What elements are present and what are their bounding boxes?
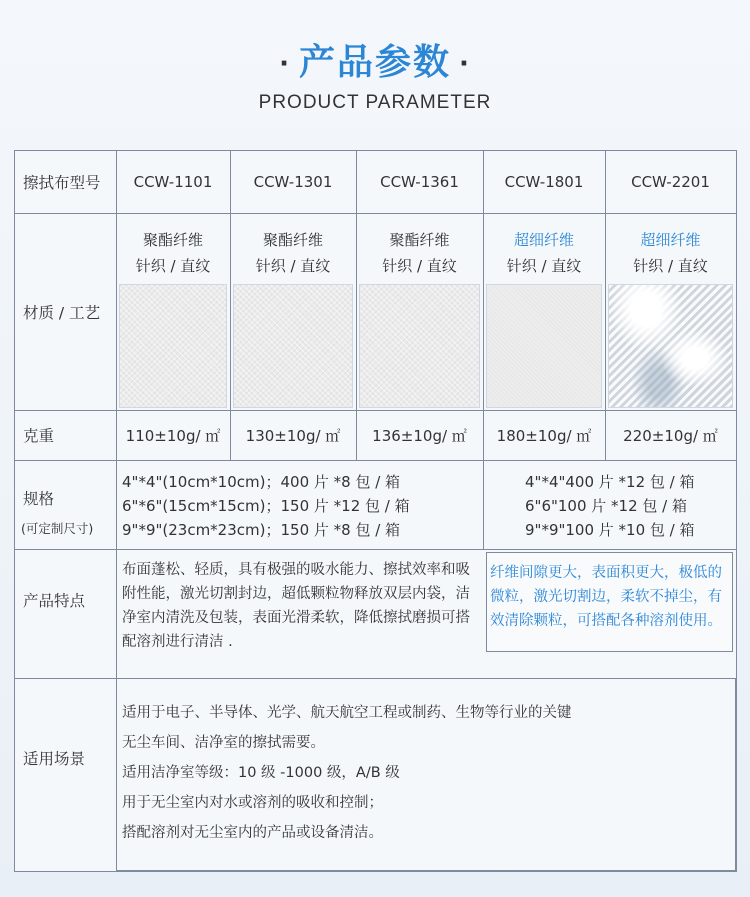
material-fiber: 聚酯纤维: [262, 231, 323, 249]
material-process: 针织 / 直纹: [633, 257, 708, 275]
page-title: [0, 34, 750, 85]
material-fiber: 超细纤维: [513, 231, 574, 249]
row-divider: [15, 460, 736, 461]
usage-line: 无尘车间、洁净室的擦拭需要。: [122, 735, 325, 751]
material-text: [483, 227, 605, 279]
features-right-box: [486, 552, 733, 652]
model-label: 擦拭布型号: [23, 174, 101, 192]
usage-label: 适用场景: [23, 750, 86, 768]
title-dot-right: ·: [459, 49, 471, 79]
model-cell: CCW-1801: [504, 173, 584, 191]
spec-line: 9"*9"(23cm*23cm)；150 片 *8 包 / 箱: [122, 521, 401, 539]
spec-list-left: [122, 470, 410, 542]
material-text: [605, 227, 736, 279]
weight-label: 克重: [23, 427, 55, 445]
model-cell: CCW-1361: [380, 173, 459, 191]
fabric-swatch-image: [359, 284, 480, 408]
material-process: 针织 / 直纹: [135, 257, 211, 275]
spec-line: 6"*6"(15cm*15cm)；150 片 *12 包 / 箱: [122, 497, 410, 515]
row-divider: [15, 213, 736, 214]
material-fiber: 超细纤维: [640, 231, 701, 249]
material-process: 针织 / 直纹: [506, 257, 582, 275]
title-text: 产品参数: [298, 42, 451, 83]
page-subtitle: PRODUCT PARAMETER: [258, 92, 492, 113]
material-text: [116, 227, 230, 279]
material-process: 针织 / 直纹: [255, 257, 331, 275]
spec-line: 9"*9"100 片 *10 包 / 箱: [525, 521, 695, 539]
spec-list-right: [525, 470, 695, 542]
model-cell: CCW-1101: [133, 173, 213, 191]
usage-list: [122, 698, 572, 848]
row-divider: [15, 549, 736, 550]
material-text: [356, 227, 483, 279]
model-cell: CCW-1301: [253, 173, 333, 191]
spec-line: 6"6"100 片 *12 包 / 箱: [525, 497, 687, 515]
usage-box: [116, 678, 736, 871]
usage-line: 适用于电子、半导体、光学、航天航空工程或制药、生物等行业的关键: [122, 705, 572, 721]
material-label: 材质 / 工艺: [23, 303, 101, 322]
fabric-swatch-image: [233, 284, 353, 408]
model-cell: CCW-2201: [631, 173, 710, 191]
weight-cell: 136±10g/ ㎡: [372, 426, 467, 445]
features-left: 布面蓬松、轻质，具有极强的吸水能力、擦拭效率和吸附性能，激光切割封边，超低颗粒物释放双层内袋，洁净室内清洗及包装，表面光滑柔软，降低擦拭磨损可搭配溶剂进行清洁 .: [122, 562, 470, 650]
spec-line: 4"*4"(10cm*10cm)；400 片 *8 包 / 箱: [122, 473, 401, 491]
features-right: 纤维间隙更大，表面积更大，极低的微粒，激光切割边，柔软不掉尘，有效清除颗粒，可搭配各种溶剂使用。: [490, 565, 722, 629]
material-process: 针织 / 直纹: [382, 257, 457, 275]
material-text: [230, 227, 356, 279]
material-fiber: 聚酯纤维: [389, 231, 450, 249]
weight-cell: 110±10g/ ㎡: [125, 426, 221, 445]
usage-line: 适用洁净室等级：10 级 -1000 级，A/B 级: [122, 765, 400, 781]
spec-sublabel: (可定制尺寸): [21, 521, 94, 536]
fabric-swatch-image: [119, 284, 227, 408]
weight-cell: 180±10g/ ㎡: [496, 426, 592, 445]
header: [0, 0, 750, 150]
weight-cell: 130±10g/ ㎡: [245, 426, 341, 445]
feature-label: 产品特点: [23, 592, 86, 610]
spec-label: 规格: [23, 490, 55, 508]
parameter-table: [14, 150, 737, 872]
material-fiber: 聚酯纤维: [142, 231, 203, 249]
fabric-swatch-image: [608, 284, 733, 408]
title-dot-left: ·: [279, 49, 291, 79]
weight-cell: 220±10g/ ㎡: [623, 426, 718, 445]
usage-line: 搭配溶剂对无尘室内的产品或设备清洁。: [122, 825, 383, 841]
usage-line: 用于无尘室内对水或溶剂的吸收和控制；: [122, 795, 383, 811]
spec-line: 4"*4"400 片 *12 包 / 箱: [525, 473, 695, 491]
fabric-swatch-image: [486, 284, 602, 408]
